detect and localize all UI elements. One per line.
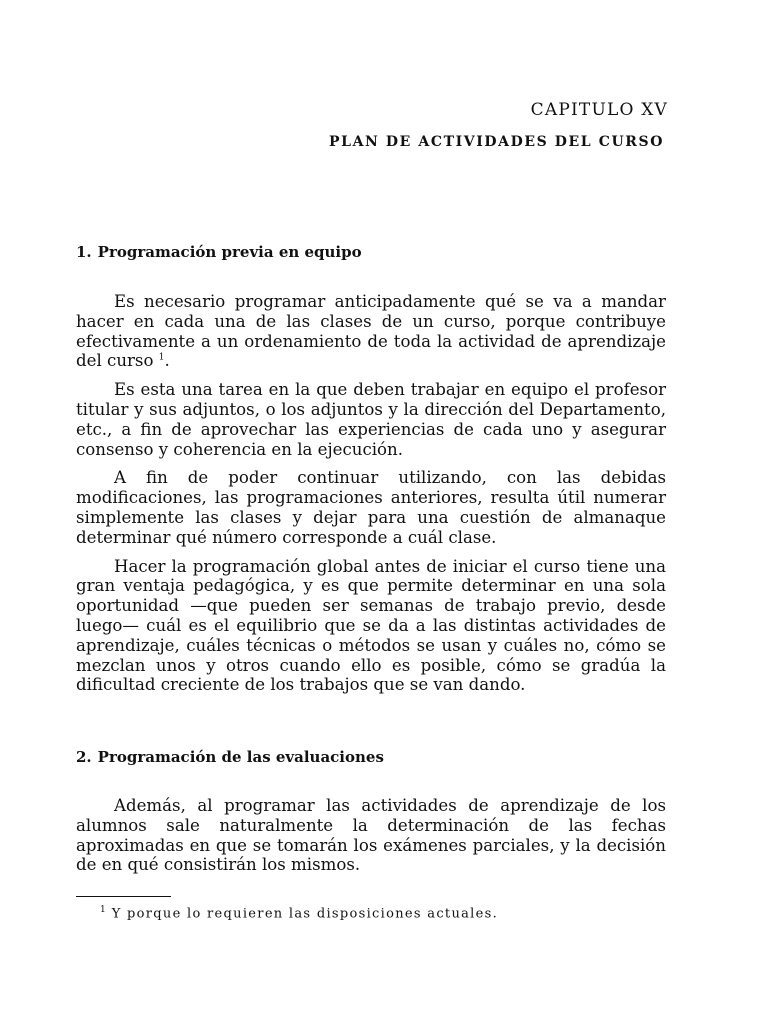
paragraph: Es esta una tarea en la que deben trabajar en equipo el profesor titular y sus adjuntos, o los adjuntos y la dirección del Departamento, etc., a fin de aprovechar las experiencias de cada uno y asegurar consenso y coherencia en la ejecución.: [76, 380, 666, 459]
paragraph-text: Es necesario programar anticipadamente qué se va a mandar hacer en cada una de las clases de un curso, porque contribuye efectivamente a un ordenamiento de toda la actividad de aprendizaje del curso: [76, 292, 666, 371]
section-2-number: 2.: [76, 748, 92, 766]
section-1-body: [76, 292, 666, 704]
section-2-body: [76, 796, 666, 884]
paragraph: Hacer la programación global antes de iniciar el curso tiene una gran ventaja pedagógica, y es que permite determinar en una sola oportunidad —que pueden ser semanas de trabajo previo, desde luego— cuál es el equilibrio que se da a las distintas actividades de aprendizaje, cuáles técnicas o métodos se usan y cuáles no, cómo se mezclan unos y otros cuando ello es posible, cómo se gradúa la dificultad creciente de los trabajos que se van dando.: [76, 556, 666, 695]
section-2-heading: [76, 748, 384, 766]
footnote-mark: 1: [100, 905, 106, 915]
chapter-number: CAPITULO XV: [530, 100, 668, 120]
section-1-title: Programación previa en equipo: [97, 243, 362, 261]
section-1-number: 1.: [76, 243, 92, 261]
footnote-text: Y porque lo requieren las disposiciones actuales.: [111, 906, 499, 922]
footnote-reference: 1: [158, 352, 165, 363]
paragraph: A fin de poder continuar utilizando, con las debidas modificaciones, las programaciones anteriores, resulta útil numerar simplemente las clases y dejar para una cuestión de almanaque determinar qué número corresponde a cuál clase.: [76, 468, 666, 547]
paragraph: Es necesario programar anticipadamente qué se va a mandar hacer en cada una de las clases de un curso, porque contribuye efectivamente a un ordenamiento de toda la actividad de aprendizaje del curso $^1$.: [76, 292, 666, 371]
footnote-divider: [76, 896, 171, 897]
section-1-heading: [76, 243, 362, 261]
chapter-title: PLAN DE ACTIVIDADES DEL CURSO: [329, 134, 664, 150]
paragraph: Además, al programar las actividades de aprendizaje de los alumnos sale naturalmente la determinación de las fechas aproximadas en que se tomarán los exámenes parciales, y la decisión de en qué consistirán los mismos.: [76, 796, 666, 875]
footnote: [100, 905, 498, 921]
section-2-title: Programación de las evaluaciones: [97, 748, 384, 766]
